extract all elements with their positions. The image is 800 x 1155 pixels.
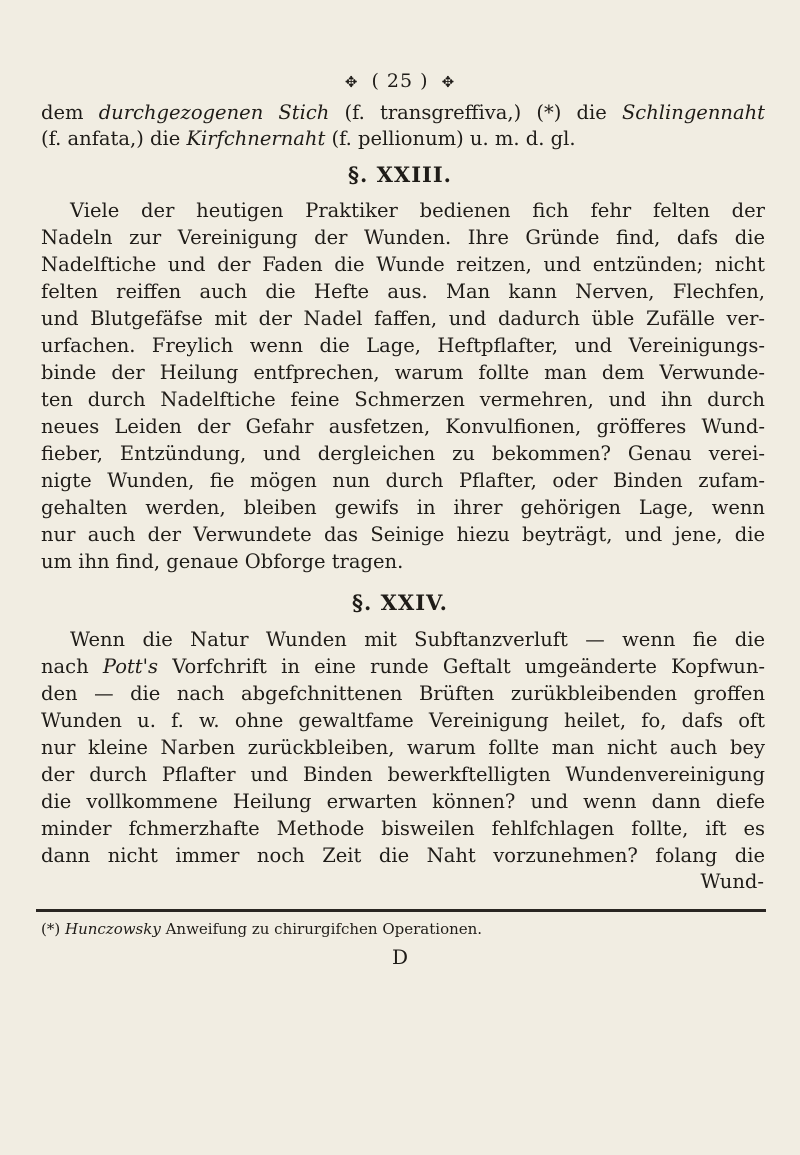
- section-heading: §. XXIII.: [348, 162, 452, 187]
- text-line: Nadelftiche und der Faden die Wunde reitzen, und entzünden; nicht: [41, 253, 765, 276]
- section-heading: §. XXIV.: [352, 590, 448, 615]
- catchword: Wund-: [700, 870, 764, 893]
- text-line: Nadeln zur Vereinigung der Wunden. Ihre Gründe find, dafs die: [41, 226, 765, 249]
- text-line: felten reiffen auch die Hefte aus. Man kann Nerven, Flechfen,: [41, 280, 765, 303]
- text-line: nur auch der Verwundete das Seinige hiezu beyträgt, und jene, die: [41, 523, 765, 546]
- text-line: den — die nach abgefchnittenen Brüften zurükbleibenden groffen: [41, 682, 765, 705]
- text-line: gehalten werden, bleiben gewifs in ihrer gehörigen Lage, wenn: [41, 496, 765, 519]
- text-line: dann nicht immer noch Zeit die Naht vorzunehmen? folang die: [41, 844, 765, 867]
- text-line: um ihn find, genaue Obforge tragen.: [41, 550, 404, 573]
- text-line: nigte Wunden, fie mögen nun durch Pflafter, oder Binden zufam-: [41, 469, 765, 492]
- text-line: fieber, Entzündung, und dergleichen zu bekommen? Genau verei-: [41, 442, 765, 465]
- signature-mark: D: [391, 945, 409, 969]
- text-line: nur kleine Narben zurückbleiben, warum follte man nicht auch bey: [41, 736, 765, 759]
- footnote-rule: [36, 909, 766, 912]
- ornament-left: ✥: [344, 73, 359, 91]
- text-line: minder fchmerzhafte Methode bisweilen fehlfchlagen follte, ift es: [41, 817, 765, 840]
- text-line: Wunden u. f. w. ohne gewaltfame Vereinigung heilet, fo, dafs oft: [41, 709, 765, 732]
- text-line: dem durchgezogenen Stich (f. transgreffiva,) (*) die Schlingennaht: [41, 101, 765, 124]
- text-line: urfachen. Freylich wenn die Lage, Heftpflafter, und Vereinigungs-: [41, 334, 765, 357]
- ornament-right: ✥: [441, 73, 456, 91]
- text-line: der durch Pflafter und Binden bewerkftelligten Wundenvereinigung: [41, 763, 765, 786]
- text-line: Viele der heutigen Praktiker bedienen fich fehr felten der: [70, 199, 765, 222]
- text-line: die vollkommene Heilung erwarten können? und wenn dann diefe: [41, 790, 765, 813]
- text-line: Wenn die Natur Wunden mit Subftanzverluft — wenn fie die: [70, 628, 765, 651]
- text-line: binde der Heilung entfprechen, warum follte man dem Verwunde-: [41, 361, 765, 384]
- running-head: [0, 70, 800, 92]
- text-line: neues Leiden der Gefahr ausfetzen, Konvulfionen, gröfferes Wund-: [41, 415, 765, 438]
- text-line: ten durch Nadelftiche feine Schmerzen vermehren, und ihn durch: [41, 388, 765, 411]
- text-line: nach Pott's Vorfchrift in eine runde Geftalt umgeänderte Kopfwun-: [41, 655, 765, 678]
- text-line: (f. anfata,) die Kirfchnernaht (f. pellionum) u. m. d. gl.: [41, 127, 576, 150]
- text-line: und Blutgefäfse mit der Nadel faffen, und dadurch üble Zufälle ver-: [41, 307, 765, 330]
- footnote: (*) Hunczowsky Anweifung zu chirurgifchen Operationen.: [41, 920, 483, 938]
- page-number: ( 25 ): [371, 70, 429, 92]
